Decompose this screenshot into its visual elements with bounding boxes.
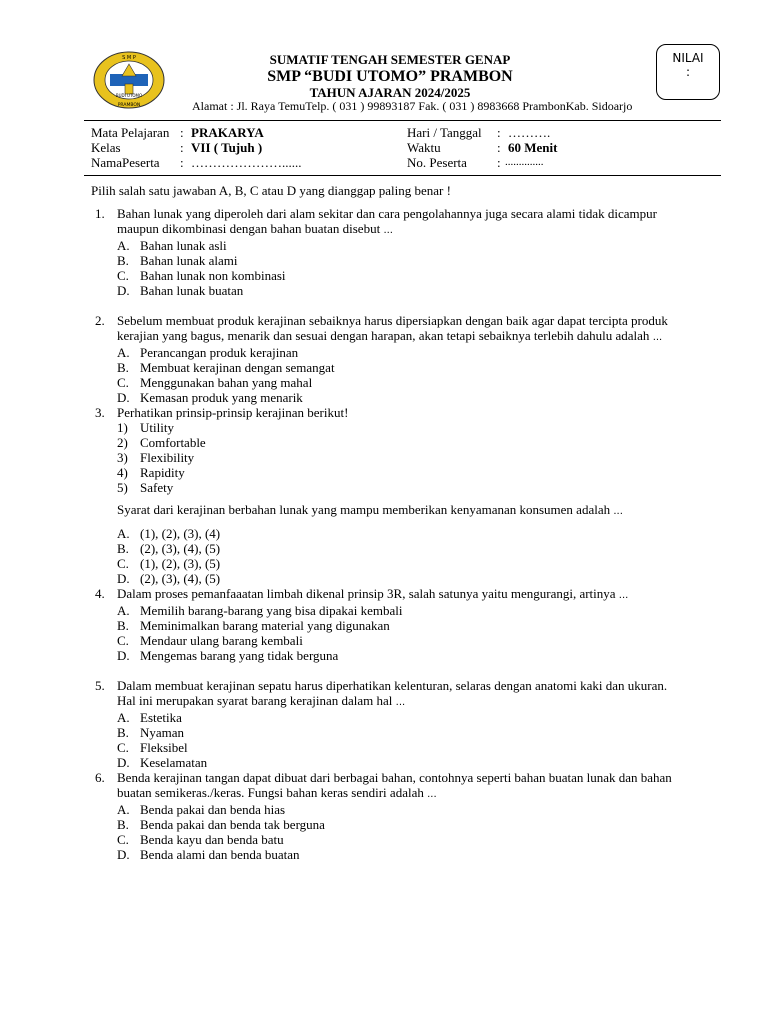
option-a[interactable]: A. Estetika <box>117 710 182 725</box>
info-row-subject <box>91 125 264 140</box>
info-sep: : <box>497 125 501 140</box>
school-address: Alamat : Jl. Raya TemuTelp. ( 031 ) 99893187 Fak. ( 031 ) 8983668 PrambonKab. Sidoarjo <box>192 99 633 113</box>
school-logo <box>92 50 166 110</box>
score-colon: : <box>685 65 691 79</box>
question-number: 2. <box>95 313 105 328</box>
svg-text:S M P: S M P <box>122 55 136 61</box>
header-rule-top <box>84 120 721 121</box>
question-number: 4. <box>95 586 105 601</box>
score-label: NILAI <box>672 51 704 65</box>
option-c[interactable]: C. Menggunakan bahan yang mahal <box>117 375 313 390</box>
info-sep: : <box>180 125 184 140</box>
principle-item: 2) Comfortable <box>117 435 206 450</box>
info-sep: : <box>497 155 501 170</box>
question-text: Bahan lunak yang diperoleh dari alam sekitar dan cara pengolahannya juga secara alami tidak dicampur maupun dikombinasi dengan bahan buatan disebut ... <box>117 206 657 236</box>
instruction-text: Pilih salah satu jawaban A, B, C atau D yang dianggap paling benar ! <box>91 183 451 198</box>
question-5 <box>95 678 675 770</box>
question-6 <box>95 770 675 862</box>
spacer <box>95 663 675 678</box>
question-number: 5. <box>95 678 105 693</box>
school-name: SMP “BUDI UTOMO” PRAMBON <box>267 68 513 85</box>
header-rule-bottom <box>84 175 721 176</box>
svg-text:BUDI UTOMO: BUDI UTOMO <box>115 93 143 98</box>
info-row-date <box>407 125 551 140</box>
info-label: No. Peserta <box>407 155 467 170</box>
question-2 <box>95 313 675 405</box>
principle-item: 4) Rapidity <box>117 465 185 480</box>
option-b[interactable]: B. Membuat kerajinan dengan semangat <box>117 360 335 375</box>
info-label: Kelas <box>91 140 121 155</box>
principle-item: 5) Safety <box>117 480 174 495</box>
option-d[interactable]: D. Bahan lunak buatan <box>117 283 244 298</box>
info-sep: : <box>180 155 184 170</box>
question-number: 1. <box>95 206 105 221</box>
svg-text:PRAMBON: PRAMBON <box>117 103 141 108</box>
question-text: Perhatikan prinsip-prinsip kerajinan berikut! <box>117 405 349 420</box>
option-c[interactable]: C. (1), (2), (3), (5) <box>117 556 221 571</box>
option-d[interactable]: D. Mengemas barang yang tidak berguna <box>117 648 339 663</box>
info-right-column <box>407 125 558 170</box>
option-c[interactable]: C. Benda kayu dan benda batu <box>117 832 284 847</box>
info-sep: : <box>497 140 501 155</box>
question-text: Sebelum membuat produk kerajinan sebaiknya harus dipersiapkan dengan baik agar dapat tercipta produk kerajian yang bagus, menarik dan sesuai dengan harapan, akan tetapi sebaiknya terlebih dahulu adalah ... <box>117 313 668 343</box>
info-value-class: VII ( Tujuh ) <box>191 140 263 155</box>
question-text: Benda kerajinan tangan dapat dibuat dari berbagai bahan, contohnya seperti bahan buatan lunak dan bahan buatan semikeras./keras. Fungsi bahan keras sendiri adalah ... <box>117 770 672 800</box>
question-list <box>95 206 675 862</box>
option-b[interactable]: B. Benda pakai dan benda tak berguna <box>117 817 325 832</box>
info-row-name <box>91 155 302 170</box>
option-c[interactable]: C. Fleksibel <box>117 740 188 755</box>
option-d[interactable]: D. Kemasan produk yang menarik <box>117 390 303 405</box>
question-stem-2: Syarat dari kerajinan berbahan lunak yang mampu memberikan kenyamanan konsumen adalah ... <box>117 502 623 517</box>
principle-item: 1) Utility <box>117 420 174 435</box>
option-c[interactable]: C. Bahan lunak non kombinasi <box>117 268 286 283</box>
spacer <box>95 495 675 502</box>
info-value-subject: PRAKARYA <box>191 125 264 140</box>
info-row-number <box>407 155 544 170</box>
info-sep: : <box>180 140 184 155</box>
question-3 <box>95 405 675 586</box>
option-b[interactable]: B. (2), (3), (4), (5) <box>117 541 221 556</box>
option-c[interactable]: C. Mendaur ulang barang kembali <box>117 633 303 648</box>
option-a[interactable]: A. Bahan lunak asli <box>117 238 227 253</box>
info-label: Mata Pelajaran <box>91 125 170 140</box>
option-d[interactable]: D. (2), (3), (4), (5) <box>117 571 221 586</box>
question-1 <box>95 206 675 298</box>
option-b[interactable]: B. Nyaman <box>117 725 185 740</box>
info-row-class <box>91 140 263 155</box>
info-label: NamaPeserta <box>91 155 160 170</box>
info-value-date[interactable]: ………. <box>508 125 551 140</box>
question-text: Dalam membuat kerajinan sepatu harus diperhatikan kelenturan, selaras dengan anatomi kaki dan ukuran. Hal ini merupakan syarat barang kerajinan dalam hal ... <box>117 678 668 708</box>
principle-item: 3) Flexibility <box>117 450 195 465</box>
question-4 <box>95 586 675 663</box>
info-value-number[interactable]: .............. <box>505 156 544 168</box>
question-number: 3. <box>95 405 105 420</box>
option-d[interactable]: D. Keselamatan <box>117 755 208 770</box>
option-a[interactable]: A. (1), (2), (3), (4) <box>117 526 221 541</box>
option-b[interactable]: B. Bahan lunak alami <box>117 253 238 268</box>
option-d[interactable]: D. Benda alami dan benda buatan <box>117 847 300 862</box>
academic-year: TAHUN AJARAN 2024/2025 <box>309 85 471 100</box>
option-a[interactable]: A. Perancangan produk kerajinan <box>117 345 299 360</box>
info-value-name[interactable]: …………………...... <box>191 155 302 170</box>
info-left-column <box>91 125 302 170</box>
info-label: Hari / Tanggal <box>407 125 482 140</box>
question-text: Dalam proses pemanfaaatan limbah dikenal prinsip 3R, salah satunya yaitu mengurangi, artinya ... <box>117 586 629 601</box>
question-number: 6. <box>95 770 105 785</box>
option-b[interactable]: B. Meminimalkan barang material yang digunakan <box>117 618 390 633</box>
spacer <box>95 519 675 526</box>
spacer <box>95 298 675 313</box>
option-a[interactable]: A. Benda pakai dan benda hias <box>117 802 286 817</box>
info-value-time: 60 Menit <box>508 140 558 155</box>
option-a[interactable]: A. Memilih barang-barang yang bisa dipakai kembali <box>117 603 403 618</box>
score-box <box>656 44 720 100</box>
exam-title: SUMATIF TENGAH SEMESTER GENAP <box>269 52 511 67</box>
info-row-time <box>407 140 558 155</box>
info-label: Waktu <box>407 140 441 155</box>
